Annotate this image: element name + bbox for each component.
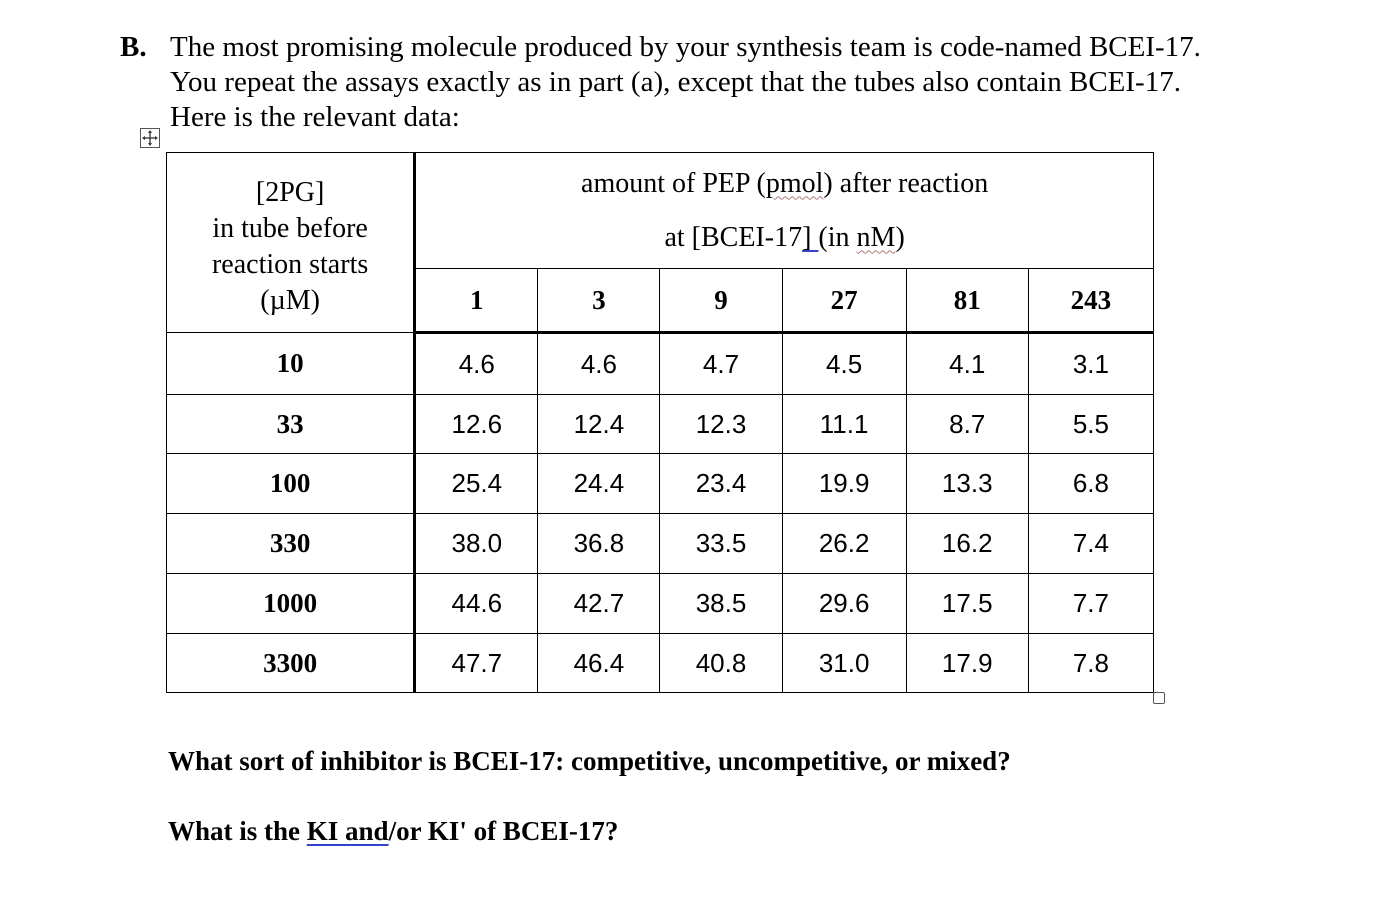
table-cell: 26.2 (782, 514, 906, 574)
corner-header (167, 153, 415, 333)
column-header: 1 (415, 269, 538, 333)
table-row (167, 454, 1154, 514)
table-cell: 13.3 (906, 454, 1028, 514)
question-1: What sort of inhibitor is BCEI-17: competitive, uncompetitive, or mixed? (168, 746, 1011, 776)
table-cell: 16.2 (906, 514, 1028, 574)
table-cell: 4.5 (782, 333, 906, 395)
grammar-flag: KI and (306, 816, 389, 846)
column-header: 9 (660, 269, 782, 333)
table-move-icon[interactable] (140, 128, 160, 148)
row-header: 33 (167, 395, 415, 454)
table-cell: 42.7 (538, 574, 660, 634)
table-cell: 25.4 (415, 454, 538, 514)
table-cell: 4.1 (906, 333, 1028, 395)
intro-line-2: You repeat the assays exactly as in part (a), except that the tubes also contain BCEI-17. (170, 66, 1181, 98)
table-cell: 29.6 (782, 574, 906, 634)
table-cell: 4.6 (538, 333, 660, 395)
table-row (167, 514, 1154, 574)
row-header: 330 (167, 514, 415, 574)
corner-header-line: reaction starts (211, 248, 369, 280)
table-cell: 8.7 (906, 395, 1028, 454)
column-header: 81 (906, 269, 1028, 333)
table-cell: 3.1 (1028, 333, 1153, 395)
table-cell: 36.8 (538, 514, 660, 574)
row-header: 10 (167, 333, 415, 395)
corner-header-line: (µM) (260, 284, 320, 316)
column-header: 243 (1028, 269, 1153, 333)
table-cell: 19.9 (782, 454, 906, 514)
table-cell: 38.5 (660, 574, 782, 634)
super-header (415, 153, 1154, 269)
table-cell: 23.4 (660, 454, 782, 514)
table-cell: 31.0 (782, 634, 906, 693)
table-cell: 46.4 (538, 634, 660, 693)
table-cell: 12.4 (538, 395, 660, 454)
table-cell: 7.4 (1028, 514, 1153, 574)
spelling-flag: nM (856, 221, 896, 253)
table-cell: 11.1 (782, 395, 906, 454)
column-header: 27 (782, 269, 906, 333)
row-header: 100 (167, 454, 415, 514)
table-body (167, 333, 1154, 693)
grammar-flag: ] (802, 221, 819, 253)
table-cell: 7.7 (1028, 574, 1153, 634)
table-resize-icon[interactable] (1153, 692, 1165, 704)
table-cell: 47.7 (415, 634, 538, 693)
question-2: What is the KI and/or KI' of BCEI-17? (168, 816, 619, 846)
intro-line-3: Here is the relevant data: (170, 101, 460, 133)
table-cell: 4.7 (660, 333, 782, 395)
corner-header-line: [2PG] (255, 176, 325, 208)
table-cell: 4.6 (415, 333, 538, 395)
table-cell: 44.6 (415, 574, 538, 634)
data-table (166, 152, 1154, 693)
table-cell: 6.8 (1028, 454, 1153, 514)
section-label: B. (120, 31, 147, 63)
table-cell: 38.0 (415, 514, 538, 574)
super-header-line-2: at [BCEI-17] (in nM) (664, 221, 905, 253)
table-cell: 5.5 (1028, 395, 1153, 454)
spelling-flag: pmol (765, 167, 824, 199)
intro-line-1: The most promising molecule produced by your synthesis team is code-named BCEI-17. (170, 31, 1201, 63)
column-header: 3 (538, 269, 660, 333)
table-cell: 40.8 (660, 634, 782, 693)
row-header: 1000 (167, 574, 415, 634)
corner-header-line: in tube before (212, 212, 368, 244)
table-cell: 7.8 (1028, 634, 1153, 693)
table-cell: 24.4 (538, 454, 660, 514)
table-row (167, 333, 1154, 395)
table-cell: 17.5 (906, 574, 1028, 634)
table-cell: 12.3 (660, 395, 782, 454)
table-row (167, 634, 1154, 693)
table-cell: 12.6 (415, 395, 538, 454)
table-cell: 17.9 (906, 634, 1028, 693)
super-header-line-1: amount of PEP (pmol) after reaction (581, 167, 989, 199)
table-row (167, 574, 1154, 634)
table-cell: 33.5 (660, 514, 782, 574)
table-row (167, 395, 1154, 454)
row-header: 3300 (167, 634, 415, 693)
